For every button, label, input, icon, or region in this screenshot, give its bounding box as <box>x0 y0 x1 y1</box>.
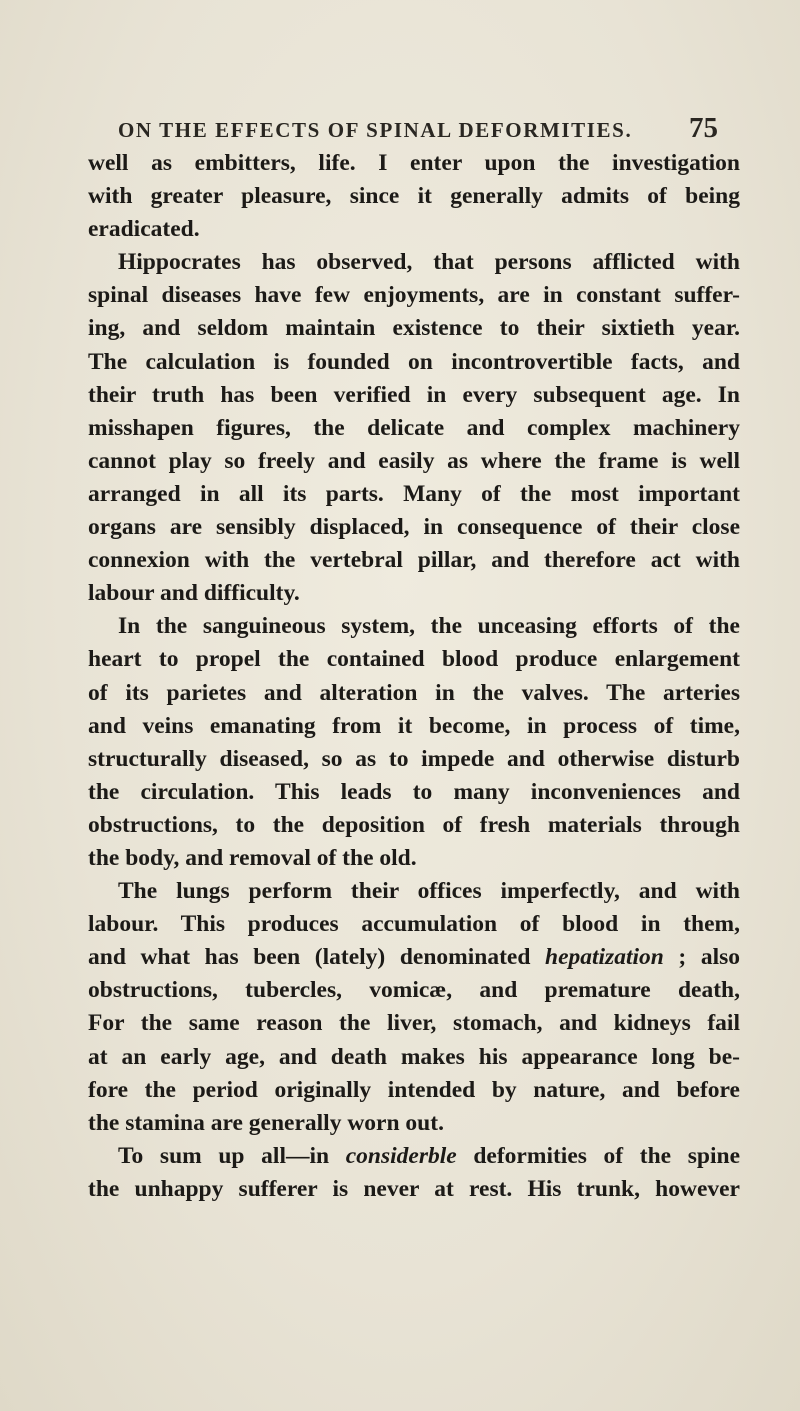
text-line: ing, and seldom maintain existence to their sixtieth year. <box>88 315 740 342</box>
text-line: labour. This produces accumulation of blood in them, <box>88 911 740 938</box>
line-segment: deformities of the spine <box>456 1142 740 1169</box>
text-line: heart to propel the contained blood produce enlargement <box>88 646 740 673</box>
italic-term-considerble: considerble <box>345 1142 457 1169</box>
text-line: connexion with the vertebral pillar, and therefore act with <box>88 547 740 574</box>
text-line: the body, and removal of the old. <box>88 844 417 871</box>
text-line: of its parietes and alteration in the valves. The arteries <box>88 679 740 706</box>
text-line: the stamina are generally worn out. <box>88 1109 444 1136</box>
text-line: arranged in all its parts. Many of the most important <box>88 480 740 507</box>
text-line: cannot play so freely and easily as where the frame is well <box>88 447 740 474</box>
text-line: obstructions, to the deposition of fresh materials through <box>88 811 740 838</box>
text-line: structurally diseased, so as to impede and otherwise disturb <box>88 745 740 772</box>
text-line: eradicated. <box>88 216 200 243</box>
text-line: the circulation. This leads to many inconveniences and <box>88 778 740 805</box>
text-line: their truth has been verified in every subsequent age. In <box>88 381 740 408</box>
text-line: well as embitters, life. I enter upon the investigation <box>88 150 740 176</box>
text-line-with-italic <box>88 1140 740 1173</box>
running-head-title: ON THE EFFECTS OF SPINAL DEFORMITIES. <box>118 118 633 142</box>
paragraph-first-line: In the sanguineous system, the unceasing efforts of the <box>118 613 740 640</box>
line-segment: To sum up all—in <box>118 1142 346 1169</box>
paragraph-first-line: The lungs perform their offices imperfectly, and with <box>118 878 740 905</box>
text-line: the unhappy sufferer is never at rest. His trunk, however <box>88 1175 740 1202</box>
text-line: The calculation is founded on incontrovertible facts, and <box>88 348 740 375</box>
text-line: obstructions, tubercles, vomicæ, and premature death, <box>88 977 740 1004</box>
text-line: misshapen figures, the delicate and complex machinery <box>88 414 740 441</box>
body-text <box>88 147 740 1206</box>
running-head <box>118 112 718 148</box>
text-line: at an early age, and death makes his appearance long be- <box>88 1043 740 1070</box>
text-line: fore the period originally intended by nature, and before <box>88 1076 740 1103</box>
text-line-with-italic <box>88 941 740 974</box>
text-line: labour and difficulty. <box>88 580 300 607</box>
text-line: spinal diseases have few enjoyments, are in constant suffer- <box>88 282 740 309</box>
text-line: organs are sensibly displaced, in consequence of their close <box>88 514 740 541</box>
text-line: For the same reason the liver, stomach, and kidneys fail <box>88 1010 740 1037</box>
text-line: and veins emanating from it become, in process of time, <box>88 712 740 739</box>
paragraph-first-line: Hippocrates has observed, that persons afflicted with <box>118 249 740 276</box>
line-segment: ; also <box>663 944 740 971</box>
italic-term-hepatization: hepatization <box>545 944 664 971</box>
text-line: with greater pleasure, since it generally admits of being <box>88 183 740 210</box>
page-number: 75 <box>689 112 718 144</box>
line-segment: and what has been (lately) denominated <box>88 944 545 971</box>
